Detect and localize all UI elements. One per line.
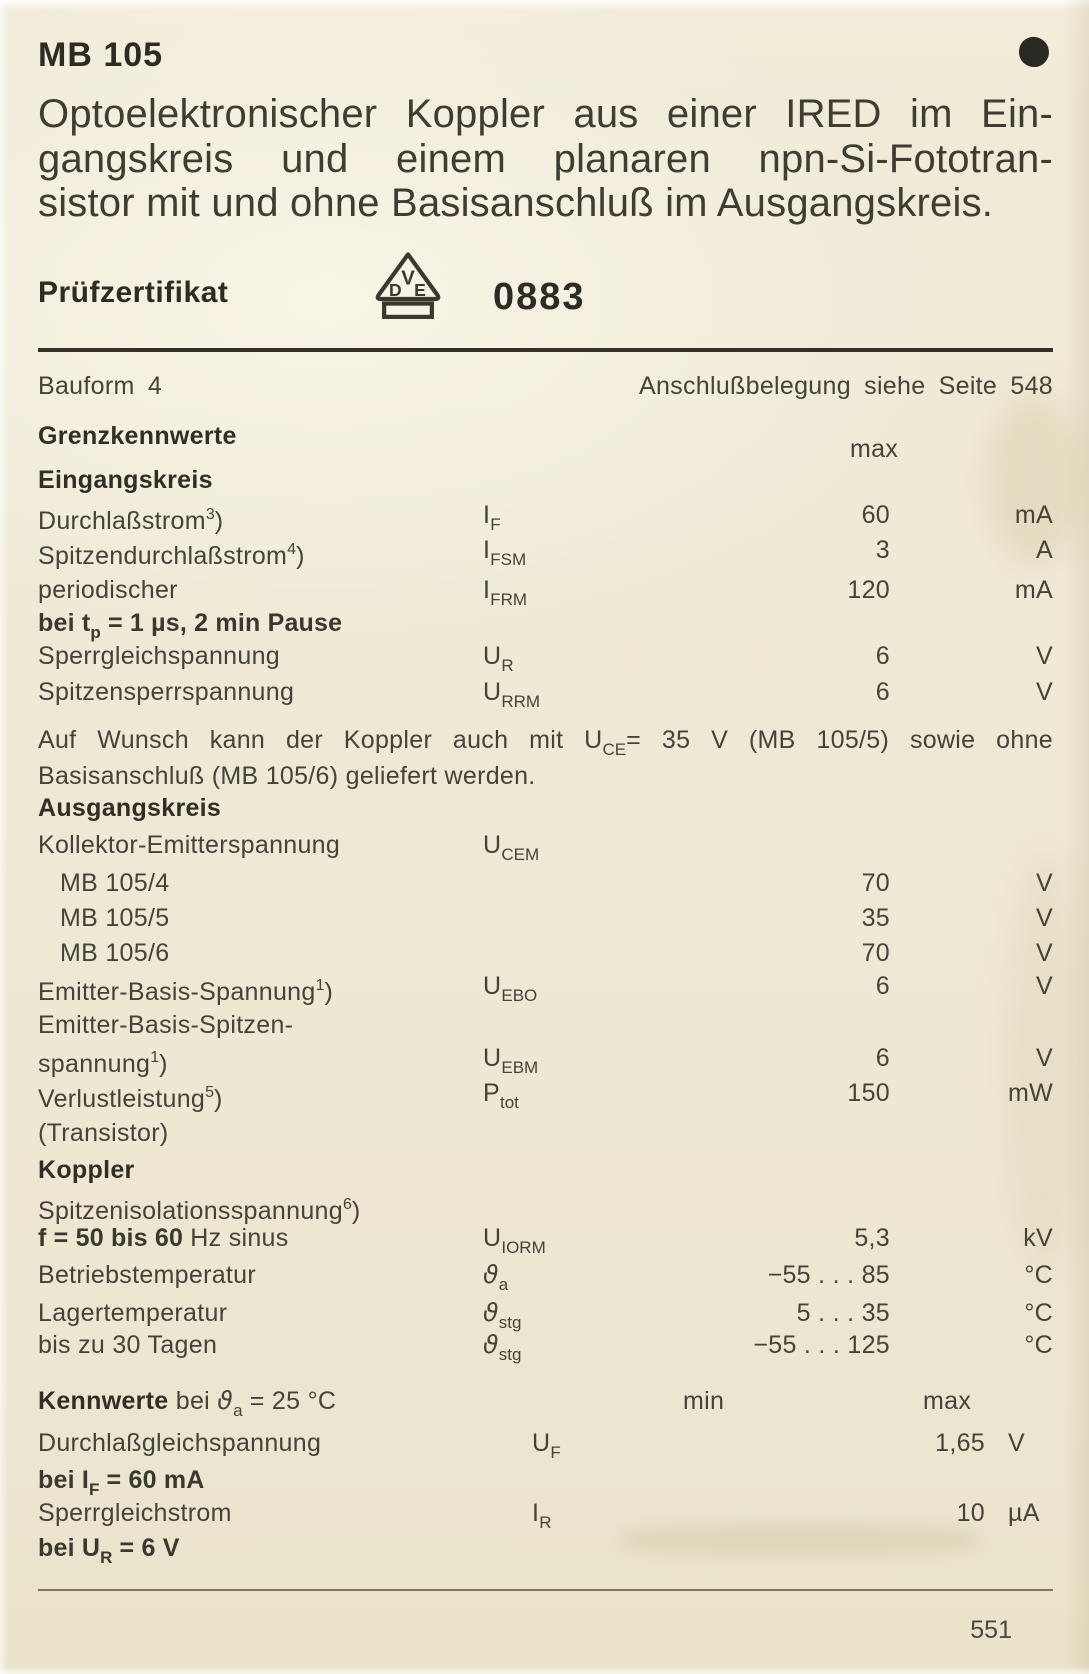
spec-symbol: $U_F$ xyxy=(532,1429,561,1462)
spec-unit: V xyxy=(1008,1429,1025,1457)
coupler-section-row xyxy=(38,1155,1053,1185)
condition-text: bei $U_R = 6$ V xyxy=(38,1534,180,1567)
spec-label: Durchlaßgleichspannung xyxy=(38,1429,322,1457)
spec-row-mb6 xyxy=(38,938,1053,968)
spec-row-mb5 xyxy=(38,903,1053,933)
output-section-header: Ausgangskreis xyxy=(38,794,222,822)
spec-unit: kV xyxy=(1023,1224,1053,1252)
coupler-section-header: Koppler xyxy=(38,1156,135,1184)
spec-row-peak-forward-current xyxy=(38,535,1053,570)
spec-symbol: $I_R$ xyxy=(532,1499,552,1532)
spec-label: Verlustleistung$^5$) xyxy=(38,1084,223,1113)
input-section-header: Eingangskreis xyxy=(38,466,213,494)
limits-column-header-row xyxy=(38,434,1053,464)
spec-row-mb4 xyxy=(38,868,1053,898)
spec-unit: µA xyxy=(1008,1499,1040,1527)
spec-row-forward-voltage xyxy=(38,1428,1053,1462)
spec-row-reverse-voltage xyxy=(38,641,1053,675)
spec-row-emitter-base xyxy=(38,971,1053,1006)
scan-edge-bottom xyxy=(0,1666,1089,1674)
spec-unit: A xyxy=(1036,536,1053,564)
spec-value: 60 xyxy=(861,501,890,529)
spec-row-emitter-base-peak xyxy=(38,1043,1053,1078)
spec-value: 10 xyxy=(956,1499,985,1527)
spec-row-peak-reverse-voltage xyxy=(38,677,1053,711)
spec-symbol: $U_{EBO}$ xyxy=(483,972,538,1005)
spec-unit: V xyxy=(1036,972,1053,1000)
footnote-mark: 4 xyxy=(287,541,297,558)
footnote-mark: 3 xyxy=(205,506,215,523)
spec-row-repetitive-current xyxy=(38,575,1053,609)
spec-row-collector-emitter xyxy=(38,830,1053,864)
spec-symbol: $I_{FSM}$ xyxy=(483,536,527,569)
spec-unit: V xyxy=(1036,642,1053,670)
characteristics-title-row xyxy=(38,1386,1053,1420)
spec-row-storage-temp-30d xyxy=(38,1330,1053,1364)
spec-value: 5 . . . 35 xyxy=(796,1299,890,1327)
input-section-row xyxy=(38,465,1053,495)
spec-symbol: $U_{IORM}$ xyxy=(483,1224,546,1257)
spec-symbol: $ϑ_a$ xyxy=(483,1260,509,1294)
spec-value: 6 xyxy=(875,1044,890,1072)
spec-label: periodischer xyxy=(38,576,178,604)
spec-row-emitter-base-peak-label xyxy=(38,1010,1053,1040)
footnote-mark: 1 xyxy=(315,977,325,994)
section-divider xyxy=(38,348,1053,352)
spec-label: MB 105/4 xyxy=(60,869,170,897)
spec-value: 120 xyxy=(847,576,890,604)
condition-row-reverse-current xyxy=(38,1533,1053,1567)
spec-row-power-dissipation xyxy=(38,1078,1053,1113)
spec-unit: V xyxy=(1036,678,1053,706)
corner-dot-marker xyxy=(1017,35,1051,69)
spec-label: Sperrgleichspannung xyxy=(38,642,280,670)
spec-symbol: $I_{FRM}$ xyxy=(483,576,528,609)
vde-letter-e: E xyxy=(414,279,426,300)
limits-title: Grenzkennwerte xyxy=(38,422,237,450)
footnote-mark: 1 xyxy=(150,1049,160,1066)
column-header-max: max xyxy=(850,435,899,463)
spec-label: f = 50 bis 60 Hz sinus xyxy=(38,1224,289,1252)
spec-row-transistor-note xyxy=(38,1118,1053,1148)
description-line: Optoelektronischer Koppler aus einer IRED im Ein- xyxy=(38,92,1053,136)
page-title: MB 105 xyxy=(38,36,164,74)
variant-note-line2: Basisanschluß (MB 105/6) geliefert werden. xyxy=(38,762,536,790)
page-number: 551 xyxy=(970,1616,1012,1644)
spec-label: MB 105/5 xyxy=(60,904,170,932)
characteristics-title: Kennwerte bei $ϑ_a = 25$ °C xyxy=(38,1386,337,1420)
spec-value: −55 . . . 125 xyxy=(753,1331,890,1359)
spec-unit: °C xyxy=(1024,1299,1053,1327)
spec-label: Spitzenisolationsspannung$^6$) xyxy=(38,1196,361,1225)
condition-row-forward-voltage xyxy=(38,1465,1053,1499)
spec-value: 150 xyxy=(847,1079,890,1107)
spec-label: Spitzendurchlaßstrom$^4$) xyxy=(38,541,305,570)
spec-label: Durchlaßstrom$^3$) xyxy=(38,506,224,535)
spec-value: 6 xyxy=(875,678,890,706)
spec-unit: °C xyxy=(1024,1331,1053,1359)
info-row xyxy=(38,371,1053,401)
spec-value: 1,65 xyxy=(935,1429,985,1457)
spec-row-forward-current xyxy=(38,500,1053,535)
product-description xyxy=(38,92,1053,226)
spec-value: 70 xyxy=(861,869,890,897)
spec-label: MB 105/6 xyxy=(60,939,170,967)
column-header-max: max xyxy=(923,1387,972,1415)
scan-edge-right xyxy=(1063,0,1089,1674)
spec-label: Emitter-Basis-Spitzen- xyxy=(38,1011,294,1039)
spec-value: 70 xyxy=(861,939,890,967)
spec-label: Lagertemperatur xyxy=(38,1299,228,1327)
spec-unit: V xyxy=(1036,904,1053,932)
spec-label: spannung$^1$) xyxy=(38,1049,168,1078)
footer-divider xyxy=(38,1589,1053,1591)
pinout-reference: Anschlußbelegung siehe Seite 548 xyxy=(639,372,1053,400)
scan-edge-left xyxy=(0,0,8,1674)
scan-edge-top xyxy=(0,0,1089,10)
spec-label: Sperrgleichstrom xyxy=(38,1499,232,1527)
spec-unit: mW xyxy=(1007,1079,1053,1107)
vde-logo-icon xyxy=(375,250,441,322)
spec-unit: V xyxy=(1036,939,1053,967)
spec-unit: V xyxy=(1036,1044,1053,1072)
spec-label: Emitter-Basis-Spannung$^1$) xyxy=(38,977,334,1006)
spec-label: (Transistor) xyxy=(38,1119,169,1147)
spec-symbol: $U_{EBM}$ xyxy=(483,1044,539,1077)
spec-value: 5,3 xyxy=(854,1224,890,1252)
spec-value: 6 xyxy=(875,972,890,1000)
condition-row-pulse xyxy=(38,608,1053,642)
certificate-label: Prüfzertifikat xyxy=(38,276,229,309)
condition-text: bei $I_F = 60$ mA xyxy=(38,1466,205,1499)
spec-row-storage-temp xyxy=(38,1298,1053,1332)
vde-letter-v: V xyxy=(401,267,415,290)
certificate-number: 0883 xyxy=(493,276,586,318)
spec-value: 3 xyxy=(875,536,890,564)
output-section-row xyxy=(38,793,1053,823)
spec-row-isolation-voltage xyxy=(38,1223,1053,1257)
description-line: sistor mit und ohne Basisanschluß im Ausgangskreis. xyxy=(38,181,994,225)
footnote-mark: 6 xyxy=(342,1196,352,1213)
vde-letter-d: D xyxy=(389,279,402,300)
spec-unit: V xyxy=(1036,869,1053,897)
spec-label: bis zu 30 Tagen xyxy=(38,1331,218,1359)
spec-value: 6 xyxy=(875,642,890,670)
spec-row-peak-isolation-label xyxy=(38,1190,1053,1225)
spec-unit: mA xyxy=(1014,576,1053,604)
bauform-label: Bauform 4 xyxy=(38,372,163,400)
spec-value: −55 . . . 85 xyxy=(767,1261,890,1289)
spec-symbol: $U_{CEM}$ xyxy=(483,831,540,864)
spec-label: Spitzensperrspannung xyxy=(38,678,295,706)
spec-unit: °C xyxy=(1024,1261,1053,1289)
spec-symbol: $ϑ_{stg}$ xyxy=(483,1330,522,1364)
spec-label: Kollektor-Emitterspannung xyxy=(38,831,341,859)
condition-text: bei $t_p = 1$ µs, 2 min Pause xyxy=(38,609,343,642)
spec-label: Betriebstemperatur xyxy=(38,1261,256,1289)
spec-symbol: $U_R$ xyxy=(483,642,514,675)
spec-row-reverse-current xyxy=(38,1498,1053,1532)
description-line: gangskreis und einem planaren npn-Si-Fototran- xyxy=(38,136,1053,181)
column-header-min: min xyxy=(683,1387,725,1415)
variant-note-line1: Auf Wunsch kann der Koppler auch mit $U_{CE}= 35$ V (MB 105/5) sowie ohne xyxy=(38,726,1053,759)
spec-symbol: $I_F$ xyxy=(483,501,501,534)
spec-symbol: $U_{RRM}$ xyxy=(483,678,541,711)
spec-value: 35 xyxy=(861,904,890,932)
spec-symbol: $P_{tot}$ xyxy=(483,1079,519,1112)
footnote-mark: 5 xyxy=(205,1084,215,1101)
spec-row-operating-temp xyxy=(38,1260,1053,1294)
spec-unit: mA xyxy=(1014,501,1053,529)
spec-symbol: $ϑ_{stg}$ xyxy=(483,1298,522,1332)
